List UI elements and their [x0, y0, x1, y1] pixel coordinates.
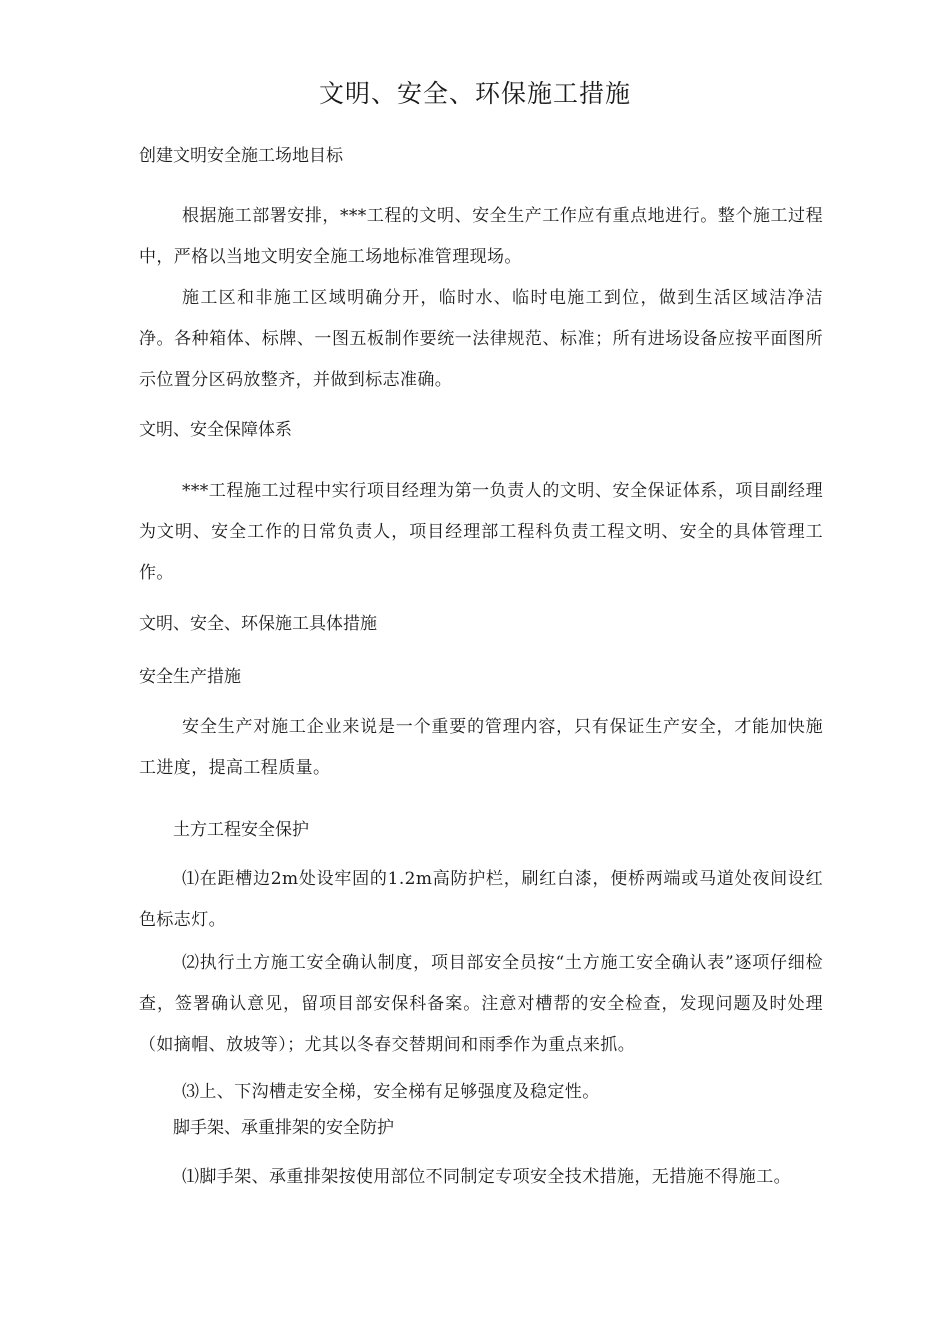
paragraph-earthwork-item-2: ⑵执行土方施工安全确认制度，项目部安全员按“土方施工安全确认表”逐项仔细检查，签署确认意见，留项目部安保科备案。注意对槽帮的安全检查，发现问题及时处理（如摘帽、放坡等）；尤其以冬春交替期间和雨季作为重点来抓。	[139, 953, 823, 1055]
paragraph-site-goal-1: 根据施工部署安排，***工程的文明、安全生产工作应有重点地进行。整个施工过程中，严格以当地文明安全施工场地标准管理现场。	[139, 206, 823, 267]
document-title: 文明、安全、环保施工措施	[318, 79, 631, 108]
section-heading-specific-measures: 文明、安全、环保施工具体措施	[139, 614, 377, 634]
section-heading-safety-production: 安全生产措施	[139, 667, 241, 687]
paragraph-earthwork-item-3: ⑶上、下沟槽走安全梯，安全梯有足够强度及稳定性。	[182, 1082, 600, 1102]
section-heading-guarantee-system: 文明、安全保障体系	[139, 420, 292, 440]
paragraph-safety-production: 安全生产对施工企业来说是一个重要的管理内容，只有保证生产安全，才能加快施工进度，提高工程质量。	[139, 717, 823, 778]
paragraph-scaffolding-item-1: ⑴脚手架、承重排架按使用部位不同制定专项安全技术措施，无措施不得施工。	[182, 1167, 791, 1187]
subsection-heading-earthwork: 土方工程安全保护	[173, 820, 309, 840]
subsection-heading-scaffolding: 脚手架、承重排架的安全防护	[173, 1118, 394, 1138]
paragraph-earthwork-item-1: ⑴在距槽边2m处设牢固的1.2m高防护栏，刷红白漆，便桥两端或马道处夜间设红色标志灯。	[139, 869, 823, 930]
paragraph-guarantee-system: ***工程施工过程中实行项目经理为第一负责人的文明、安全保证体系，项目副经理为文明、安全工作的日常负责人，项目经理部工程科负责工程文明、安全的具体管理工作。	[139, 481, 823, 583]
section-heading-site-goal: 创建文明安全施工场地目标	[139, 146, 343, 166]
paragraph-site-goal-2: 施工区和非施工区域明确分开，临时水、临时电施工到位，做到生活区域洁净洁净。各种箱体、标牌、一图五板制作要统一法律规范、标准；所有进场设备应按平面图所示位置分区码放整齐，并做到标志准确。	[139, 288, 823, 390]
